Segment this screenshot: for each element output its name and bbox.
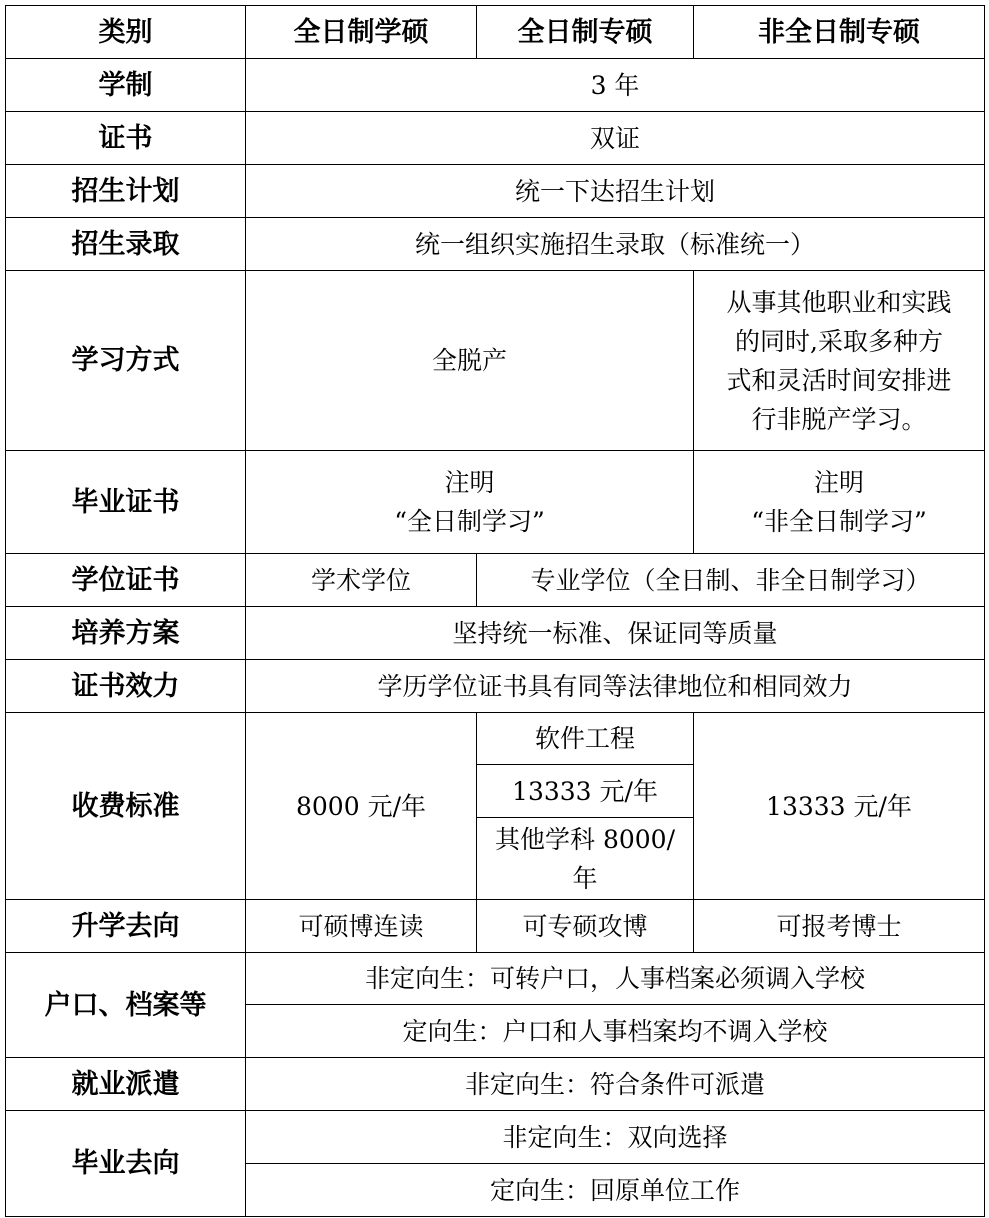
value-further-parttime: 可报考博士 [694, 900, 985, 953]
value-plan: 统一下达招生计划 [246, 165, 985, 218]
row-fees-1 [6, 713, 985, 765]
value-fees-academic: 8000 元/年 [246, 713, 477, 900]
row-graduation-cert [6, 451, 985, 554]
header-row [6, 6, 985, 59]
header-category: 类别 [6, 6, 246, 59]
grad-fulltime-line-2: “全日制学习” [394, 507, 545, 536]
value-hukou-non-directed: 非定向生：可转户口，人事档案必须调入学校 [246, 953, 985, 1005]
fees-other-line-1: 其他学科 8000/ [495, 824, 675, 854]
value-graduation-cert-fulltime [246, 451, 694, 554]
label-certificate: 证书 [6, 112, 246, 165]
study-mode-line-1: 从事其他职业和实践 [726, 287, 952, 317]
row-training [6, 607, 985, 660]
label-fees: 收费标准 [6, 713, 246, 900]
value-degree-professional: 专业学位（全日制、非全日制学习） [477, 554, 985, 607]
value-certificate: 双证 [246, 112, 985, 165]
row-degree-cert [6, 554, 985, 607]
value-fees-software-amount: 13333 元/年 [477, 765, 694, 818]
row-admission [6, 218, 985, 271]
value-hukou-directed: 定向生：户口和人事档案均不调入学校 [246, 1005, 985, 1058]
row-certificate [6, 112, 985, 165]
label-training: 培养方案 [6, 607, 246, 660]
row-duration [6, 59, 985, 112]
label-employment: 就业派遣 [6, 1058, 246, 1111]
row-hukou-1 [6, 953, 985, 1005]
value-fees-other [477, 818, 694, 900]
value-training: 坚持统一标准、保证同等质量 [246, 607, 985, 660]
label-hukou: 户口、档案等 [6, 953, 246, 1058]
label-further-study: 升学去向 [6, 900, 246, 953]
value-further-professional: 可专硕攻博 [477, 900, 694, 953]
row-further-study [6, 900, 985, 953]
value-degree-academic: 学术学位 [246, 554, 477, 607]
header-parttime-professional: 非全日制专硕 [694, 6, 985, 59]
value-admission: 统一组织实施招生录取（标准统一） [246, 218, 985, 271]
label-admission: 招生录取 [6, 218, 246, 271]
header-fulltime-professional: 全日制专硕 [477, 6, 694, 59]
value-employment: 非定向生：符合条件可派遣 [246, 1058, 985, 1111]
label-duration: 学制 [6, 59, 246, 112]
comparison-table [5, 5, 985, 1217]
label-study-mode: 学习方式 [6, 271, 246, 451]
value-destination-directed: 定向生：回原单位工作 [246, 1164, 985, 1217]
value-fees-software: 软件工程 [477, 713, 694, 765]
row-study-mode [6, 271, 985, 451]
value-graduation-cert-parttime [694, 451, 985, 554]
label-destination: 毕业去向 [6, 1111, 246, 1217]
value-study-mode-fulltime: 全脱产 [246, 271, 694, 451]
row-plan [6, 165, 985, 218]
row-destination-1 [6, 1111, 985, 1164]
value-validity: 学历学位证书具有同等法律地位和相同效力 [246, 660, 985, 713]
value-fees-parttime: 13333 元/年 [694, 713, 985, 900]
value-study-mode-parttime [694, 271, 985, 451]
label-graduation-cert: 毕业证书 [6, 451, 246, 554]
label-validity: 证书效力 [6, 660, 246, 713]
study-mode-line-2: 的同时,采取多种方 [735, 326, 943, 356]
row-validity [6, 660, 985, 713]
value-destination-non-directed: 非定向生：双向选择 [246, 1111, 985, 1164]
study-mode-line-4: 行非脱产学习。 [751, 404, 927, 434]
study-mode-line-3: 式和灵活时间安排进 [726, 365, 952, 395]
header-fulltime-academic: 全日制学硕 [246, 6, 477, 59]
label-plan: 招生计划 [6, 165, 246, 218]
label-degree-cert: 学位证书 [6, 554, 246, 607]
value-duration: 3 年 [246, 59, 985, 112]
value-further-academic: 可硕博连读 [246, 900, 477, 953]
grad-fulltime-line-1: 注明 [444, 468, 495, 497]
row-employment [6, 1058, 985, 1111]
fees-other-line-2: 年 [572, 863, 598, 893]
grad-parttime-line-2: “非全日制学习” [751, 507, 927, 536]
grad-parttime-line-1: 注明 [813, 468, 864, 497]
